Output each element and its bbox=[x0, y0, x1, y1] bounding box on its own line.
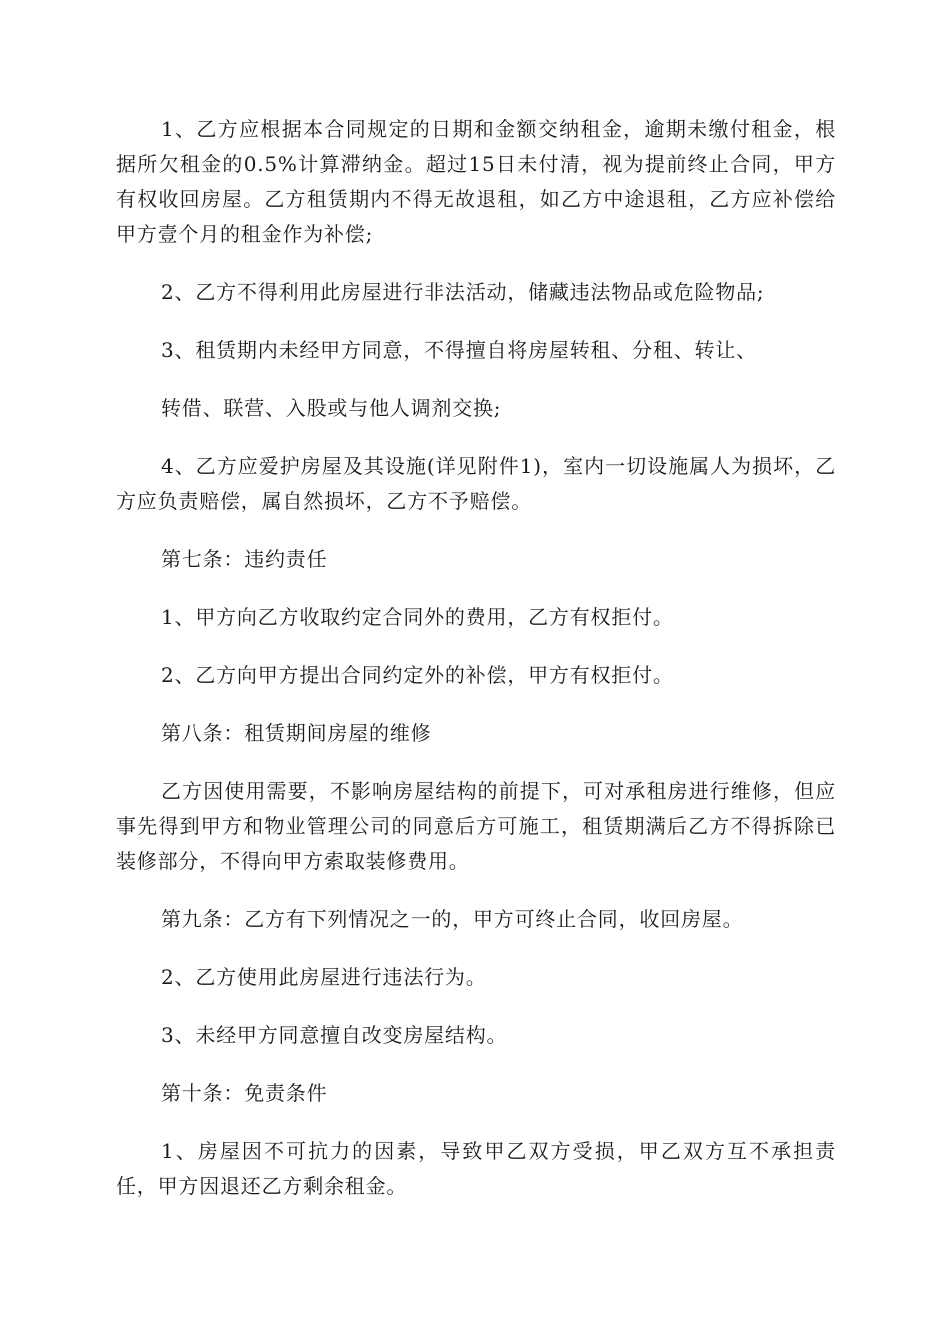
paragraph-rent-payment: 1、乙方应根据本合同规定的日期和金额交纳租金，逾期未缴付租金，根据所欠租金的0.5%计算滞纳金。超过15日未付清，视为提前终止合同，甲方有权收回房屋。乙方租赁期内不得无故退租，如乙方中途退租，乙方应补偿给甲方壹个月的租金作为补偿; bbox=[116, 117, 836, 246]
paragraph-illegal-behavior: 2、乙方使用此房屋进行违法行为。 bbox=[161, 965, 487, 989]
paragraph-no-sublet-continued: 转借、联营、入股或与他人调剂交换; bbox=[161, 396, 502, 420]
paragraph-no-sublet: 3、租赁期内未经甲方同意，不得擅自将房屋转租、分租、转让、 bbox=[161, 338, 757, 362]
heading-article-8: 第八条：租赁期间房屋的维修 bbox=[161, 721, 432, 745]
paragraph-structure-change: 3、未经甲方同意擅自改变房屋结构。 bbox=[161, 1023, 508, 1047]
heading-article-10: 第十条：免责条件 bbox=[161, 1081, 328, 1105]
paragraph-extra-compensation: 2、乙方向甲方提出合同约定外的补偿，甲方有权拒付。 bbox=[161, 663, 674, 687]
document-body bbox=[116, 112, 836, 1204]
heading-article-9: 第九条：乙方有下列情况之一的，甲方可终止合同，收回房屋。 bbox=[161, 907, 744, 931]
paragraph-facility-care: 4、乙方应爱护房屋及其设施(详见附件1)，室内一切设施属人为损坏，乙方应负责赔偿，属自然损坏，乙方不予赔偿。 bbox=[116, 454, 836, 513]
paragraph-extra-fees: 1、甲方向乙方收取约定合同外的费用，乙方有权拒付。 bbox=[161, 605, 674, 629]
paragraph-force-majeure: 1、房屋因不可抗力的因素，导致甲乙双方受损，甲乙双方互不承担责任，甲方因退还乙方剩余租金。 bbox=[116, 1139, 836, 1198]
paragraph-no-illegal-use: 2、乙方不得利用此房屋进行非法活动，储藏违法物品或危险物品; bbox=[161, 280, 765, 304]
heading-article-7: 第七条：违约责任 bbox=[161, 547, 328, 571]
paragraph-maintenance: 乙方因使用需要，不影响房屋结构的前提下，可对承租房进行维修，但应事先得到甲方和物业管理公司的同意后方可施工，租赁期满后乙方不得拆除已装修部分，不得向甲方索取装修费用。 bbox=[116, 779, 836, 873]
